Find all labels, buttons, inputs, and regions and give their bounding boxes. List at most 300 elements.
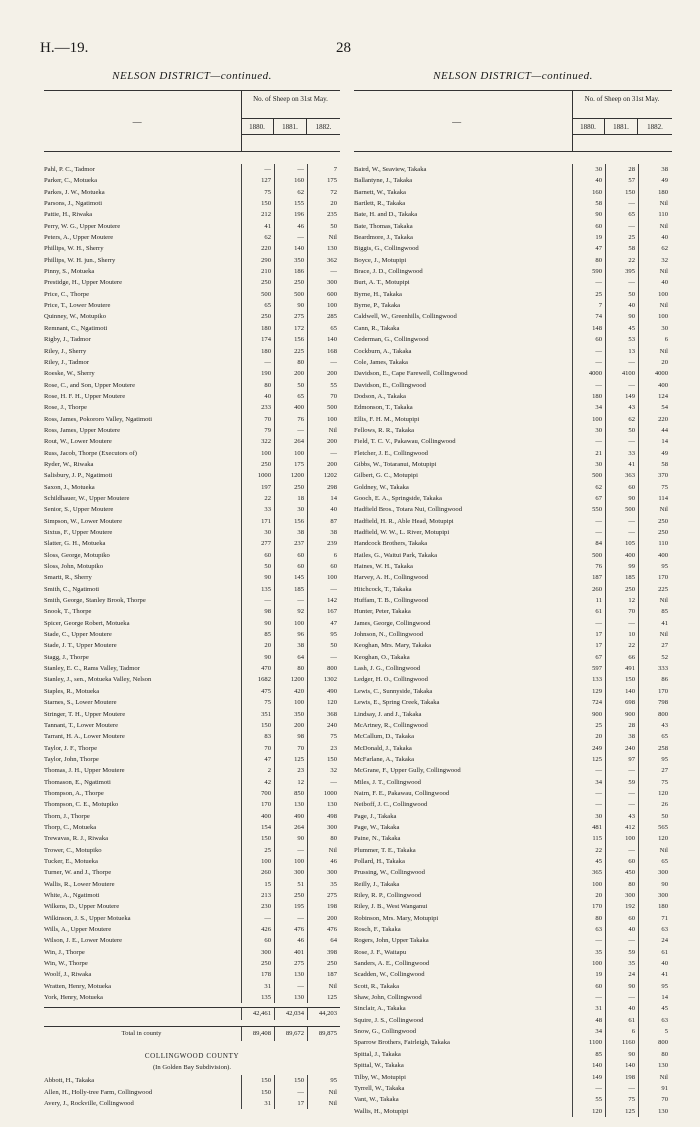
sheep-count-1881: 172	[274, 323, 307, 334]
owner-name	[44, 232, 241, 243]
owner-name-text: Fletcher, J. E., Collingwood	[354, 449, 428, 457]
sheep-count-1880: 1000	[241, 470, 274, 481]
sheep-count-1882: 4000	[638, 368, 671, 379]
owner-name	[354, 811, 572, 822]
table-row	[354, 697, 672, 708]
sheep-count-1880: 63	[572, 924, 605, 935]
table-row	[354, 470, 672, 481]
sheep-count-1882: 300	[307, 277, 340, 288]
sheep-count-1882: 91	[638, 1083, 671, 1094]
right-year-1880: 1880.	[572, 119, 605, 135]
owner-name	[44, 981, 241, 992]
sheep-count-1882: 250	[638, 516, 671, 527]
sheep-count-1881: 50	[605, 425, 638, 436]
owner-name	[44, 935, 241, 946]
sheep-count-1881: 66	[605, 652, 638, 663]
sheep-count-1881: —	[274, 595, 307, 606]
table-row	[354, 391, 672, 402]
sheep-count-1882: 1202	[307, 470, 340, 481]
table-row	[354, 311, 672, 322]
table-row	[44, 879, 340, 890]
sheep-count-1881: 155	[274, 198, 307, 209]
sheep-count-1881: 160	[274, 175, 307, 186]
sheep-count-1881: 412	[605, 822, 638, 833]
sheep-count-1881: 250	[274, 890, 307, 901]
sheep-count-1881: 59	[605, 777, 638, 788]
owner-name-text: Phillips, W. H. jun., Sherry	[44, 256, 116, 264]
table-row	[44, 618, 340, 629]
owner-name	[44, 402, 241, 413]
sheep-count-1881: 30	[274, 504, 307, 515]
owner-name-text: Sparrow Brothers, Fairleigh, Takaka	[354, 1039, 450, 1047]
sheep-count-1880: 17	[572, 640, 605, 651]
owner-name	[354, 561, 572, 572]
owner-name	[44, 867, 241, 878]
sheep-count-1881: 145	[274, 572, 307, 583]
sheep-count-1882: 258	[638, 743, 671, 754]
owner-name-text: Wilkinson, J. S., Upper Motueka	[44, 914, 131, 922]
owner-name-text: Dodson, A., Takaka	[354, 392, 406, 400]
owner-name	[354, 618, 572, 629]
sheep-count-1881: 80	[274, 357, 307, 368]
sheep-count-1880: 48	[572, 1015, 605, 1026]
sheep-count-1882: Nil	[307, 1098, 340, 1109]
sheep-count-1881: 65	[605, 209, 638, 220]
owner-name-text: Trewavas, R. J., Riwaka	[44, 835, 109, 843]
owner-name-text: Ellis, F. H. M., Motupipi	[354, 415, 420, 423]
owner-name-text: Rigby, J., Tadmor	[44, 336, 91, 344]
owner-name	[44, 357, 241, 368]
owner-name-text: Page, W., Takaka	[354, 823, 400, 831]
owner-name-text: Tannant, T., Lower Moutere	[44, 721, 118, 729]
sheep-count-1881: 186	[274, 266, 307, 277]
sheep-count-1881: 150	[605, 187, 638, 198]
sheep-count-1880: 190	[241, 368, 274, 379]
sheep-count-1880: —	[572, 516, 605, 527]
county-total-label: Total in county	[121, 1030, 162, 1038]
sheep-count-1881: 60	[605, 913, 638, 924]
sheep-count-1880: 55	[572, 1094, 605, 1105]
owner-name	[44, 550, 241, 561]
sheep-count-1881: 225	[274, 346, 307, 357]
table-row	[354, 856, 672, 867]
sheep-count-1880: 150	[241, 720, 274, 731]
owner-name	[44, 822, 241, 833]
owner-name	[354, 1083, 572, 1094]
collingwood-county-heading	[44, 1051, 340, 1073]
owner-name	[44, 527, 241, 538]
owner-name	[354, 913, 572, 924]
owner-name-text: Stanley, E. C., Rams Valley, Tadmor	[44, 665, 140, 673]
owner-name-text: Miles, J. T., Collingwood	[354, 778, 421, 786]
sheep-count-1880: 11	[572, 595, 605, 606]
owner-name	[354, 391, 572, 402]
sheep-count-1880: 75	[241, 187, 274, 198]
sheep-count-1881: 175	[274, 459, 307, 470]
sheep-count-1880: 125	[572, 754, 605, 765]
owner-name-text: McGrane, F., Upper Gully, Collingwood	[354, 767, 461, 775]
owner-name-text: Cann, R., Takaka	[354, 324, 400, 332]
sheep-count-1881: 1200	[274, 674, 307, 685]
owner-name-text: Stanley, J., sen., Motueka Valley, Nelson	[44, 676, 152, 684]
right-year-1881: 1881.	[605, 119, 638, 135]
sheep-count-1881: 130	[274, 992, 307, 1003]
county-total-1880: 89,408	[241, 1027, 274, 1041]
sheep-count-1880: 19	[572, 232, 605, 243]
sheep-count-1881: 60	[605, 856, 638, 867]
table-row	[354, 448, 672, 459]
sheep-count-1880: 30	[572, 459, 605, 470]
sheep-count-1882: 285	[307, 311, 340, 322]
table-row	[44, 981, 340, 992]
sheep-count-1880: 34	[572, 402, 605, 413]
sheep-count-1880: 61	[572, 606, 605, 617]
owner-name-text: Staples, R., Motueka	[44, 687, 100, 695]
sheep-count-1881: 401	[274, 947, 307, 958]
sheep-count-1882: 1302	[307, 674, 340, 685]
right-table-body	[354, 164, 672, 1117]
sheep-count-1881: 125	[605, 1106, 638, 1117]
sheep-count-1881: 62	[274, 187, 307, 198]
sheep-count-1880: 20	[572, 890, 605, 901]
table-row	[44, 221, 340, 232]
owner-name-text: Rogers, John, Upper Takaka	[354, 937, 429, 945]
sheep-count-1881: —	[605, 618, 638, 629]
sheep-count-1882: 200	[307, 913, 340, 924]
sheep-count-1880: 25	[241, 845, 274, 856]
sheep-count-1882: 40	[638, 277, 671, 288]
owner-name-text: Snow, G., Collingwood	[354, 1028, 417, 1036]
sheep-count-1881: 50	[274, 380, 307, 391]
owner-name	[44, 992, 241, 1003]
owner-name-text: Baird, W., Seaview, Takaka	[354, 166, 427, 173]
table-row	[44, 493, 340, 504]
sheep-count-1880: —	[572, 436, 605, 447]
sheep-count-1882: Nil	[638, 266, 671, 277]
sheep-count-1880: 4000	[572, 368, 605, 379]
sheep-count-1881: 149	[605, 391, 638, 402]
owner-name-text: York, Henry, Motueka	[44, 994, 103, 1002]
sheep-count-1881: 125	[274, 754, 307, 765]
sheep-count-1882: 41	[638, 969, 671, 980]
owner-name-text: Smith, George, Stanley Brook, Thorpe	[44, 597, 146, 605]
sheep-count-1880: 79	[241, 425, 274, 436]
sheep-count-1881: 275	[274, 958, 307, 969]
sheep-count-1880: 15	[241, 879, 274, 890]
table-row	[44, 595, 340, 606]
sheep-count-1882: 43	[638, 720, 671, 731]
owner-name-text: Beardmore, J., Takaka	[354, 234, 413, 242]
owner-name-text: Fellows, R. R., Takaka	[354, 426, 415, 434]
owner-name-text: Rosch, F., Takaka	[354, 926, 401, 934]
sheep-count-1881: 90	[605, 311, 638, 322]
sheep-count-1880: 187	[572, 572, 605, 583]
sheep-count-1881: 75	[605, 1094, 638, 1105]
sheep-count-1880: 47	[572, 243, 605, 254]
table-row	[354, 799, 672, 810]
sheep-count-1882: 14	[638, 436, 671, 447]
sheep-count-1881: 46	[274, 221, 307, 232]
table-row	[354, 845, 672, 856]
owner-name-text: Keoghan, Mrs. Mary, Takaka	[354, 642, 431, 650]
sheep-count-1880: —	[572, 618, 605, 629]
table-row	[354, 1037, 672, 1048]
table-row	[354, 981, 672, 992]
table-row	[44, 164, 340, 175]
table-row	[354, 368, 672, 379]
sheep-count-1880: 260	[572, 584, 605, 595]
page-number: 28	[336, 40, 351, 56]
owner-name-text: Hailes, G., Waitui Park, Takaka	[354, 551, 437, 559]
sheep-count-1880: 7	[572, 300, 605, 311]
owner-name-text: Vant, W., Takaka	[354, 1096, 399, 1104]
owner-name	[354, 981, 572, 992]
table-row	[354, 459, 672, 470]
sheep-count-1881: 105	[605, 538, 638, 549]
sheep-count-1880: 150	[241, 1075, 274, 1086]
sheep-count-1881: —	[605, 935, 638, 946]
owner-name	[44, 913, 241, 924]
sheep-count-1882: 300	[638, 890, 671, 901]
table-row	[354, 550, 672, 561]
table-row	[44, 856, 340, 867]
sheep-count-1882: 38	[638, 164, 671, 175]
table-row	[354, 811, 672, 822]
table-row	[44, 572, 340, 583]
table-row	[354, 822, 672, 833]
sheep-count-1882: 95	[638, 981, 671, 992]
table-row	[354, 1003, 672, 1014]
sheep-count-1882: 180	[638, 187, 671, 198]
owner-name	[44, 334, 241, 345]
owner-name	[44, 765, 241, 776]
sheep-count-1882: 200	[307, 459, 340, 470]
owner-name	[44, 969, 241, 980]
owner-name	[354, 311, 572, 322]
owner-name-text: Prestidge, H., Upper Moutere	[44, 279, 123, 287]
sheep-count-1880: 76	[572, 561, 605, 572]
sheep-count-1880: 20	[572, 731, 605, 742]
right-section-title: NELSON DISTRICT—continued.	[433, 70, 593, 82]
sheep-count-1882: Nil	[638, 845, 671, 856]
sheep-count-1881: 250	[605, 584, 638, 595]
table-row	[354, 606, 672, 617]
table-row	[354, 1026, 672, 1037]
owner-name	[44, 856, 241, 867]
owner-name	[354, 255, 572, 266]
owner-name	[354, 867, 572, 878]
owner-name	[354, 459, 572, 470]
owner-name	[44, 1075, 241, 1086]
table-row	[354, 754, 672, 765]
owner-name	[44, 584, 241, 595]
sheep-count-1882: 64	[307, 935, 340, 946]
sheep-count-1880: 140	[572, 1060, 605, 1071]
sheep-count-1881: 300	[274, 867, 307, 878]
table-row	[44, 504, 340, 515]
owner-name-text: Ross, James, Pokororo Valley, Ngatimoti	[44, 415, 153, 423]
owner-name	[354, 969, 572, 980]
sheep-count-1880: 250	[241, 277, 274, 288]
owner-name-text: Reilly, J., Takaka	[354, 880, 400, 888]
sheep-count-1882: 95	[638, 754, 671, 765]
sheep-count-1881: 500	[274, 289, 307, 300]
sheep-count-1881: 22	[605, 640, 638, 651]
table-row	[44, 357, 340, 368]
sheep-count-1881: 90	[274, 300, 307, 311]
table-row	[354, 516, 672, 527]
county-total-row	[44, 1027, 340, 1041]
owner-name-text: Squire, J. S., Collingwood	[354, 1016, 424, 1024]
sheep-count-1881: 237	[274, 538, 307, 549]
owner-name-text: Plummer, T. E., Takaka	[354, 846, 416, 854]
sheep-count-1881: —	[605, 198, 638, 209]
table-row	[354, 357, 672, 368]
table-row	[44, 334, 340, 345]
owner-name-text: Boyce, J., Motupipi	[354, 256, 407, 264]
owner-name	[44, 606, 241, 617]
sheep-count-1881: —	[274, 913, 307, 924]
owner-name-text: Sloss, George, Motupiko	[44, 551, 110, 559]
sheep-count-1881: 100	[274, 448, 307, 459]
owner-name-text: Perry, W. G., Upper Moutere	[44, 222, 121, 230]
sheep-count-1880: 170	[572, 901, 605, 912]
sheep-count-1882: 49	[638, 175, 671, 186]
sheep-count-1881: —	[605, 357, 638, 368]
sheep-count-1882: 70	[307, 391, 340, 402]
sheep-count-1880: 80	[572, 913, 605, 924]
sheep-count-1881: 97	[605, 754, 638, 765]
table-row	[44, 402, 340, 413]
owner-name	[354, 595, 572, 606]
sheep-count-1880: 34	[572, 777, 605, 788]
owner-name-text: Pahl, P. C., Tadmor	[44, 166, 95, 173]
sheep-count-1880: —	[572, 277, 605, 288]
sheep-count-1881: 70	[274, 743, 307, 754]
table-row	[44, 1075, 340, 1086]
owner-name	[354, 550, 572, 561]
table-row	[44, 890, 340, 901]
table-row	[44, 845, 340, 856]
table-row	[354, 924, 672, 935]
sheep-count-1882: 95	[307, 1075, 340, 1086]
sheep-count-1882: Nil	[638, 629, 671, 640]
sheep-count-1881: —	[274, 232, 307, 243]
sheep-count-1881: 500	[605, 504, 638, 515]
owner-name-text: Haines, W. H., Takaka	[354, 563, 413, 571]
owner-name	[44, 425, 241, 436]
owner-name-text: Stringer, T. H., Upper Moutere	[44, 710, 126, 718]
owner-name-text: Page, J., Takaka	[354, 812, 397, 820]
owner-name-text: Bate, Thomas, Takaka	[354, 222, 413, 230]
sheep-count-1882: 398	[307, 947, 340, 958]
owner-name	[44, 629, 241, 640]
document-reference: H.—19.	[40, 40, 89, 56]
sheep-count-1881: 17	[274, 1098, 307, 1109]
owner-name	[44, 561, 241, 572]
owner-name	[44, 164, 241, 175]
owner-name-text: Gooch, E. A., Springside, Takaka	[354, 494, 442, 502]
sheep-count-1881: —	[274, 164, 307, 175]
table-row	[44, 187, 340, 198]
sheep-count-1882: 65	[638, 731, 671, 742]
owner-name-text: Peters, A., Upper Moutere	[44, 234, 114, 242]
sheep-count-1882: 58	[638, 459, 671, 470]
owner-name-text: Starnes, S., Lower Moutere	[44, 699, 117, 707]
owner-name-text: Paine, N., Takaka	[354, 835, 401, 843]
sheep-count-1880: 250	[241, 958, 274, 969]
owner-name-text: Parsons, J., Ngatimoti	[44, 200, 103, 208]
sheep-count-1880: 67	[572, 652, 605, 663]
sheep-count-1880: 700	[241, 788, 274, 799]
sheep-count-1880: 250	[241, 311, 274, 322]
table-row	[44, 368, 340, 379]
sheep-count-1881: 38	[274, 527, 307, 538]
sheep-count-1882: 75	[307, 731, 340, 742]
owner-name	[44, 459, 241, 470]
sheep-count-1881: 45	[605, 323, 638, 334]
owner-name	[44, 516, 241, 527]
owner-name	[44, 777, 241, 788]
sheep-count-1882: 41	[638, 618, 671, 629]
table-row	[44, 391, 340, 402]
sheep-count-1881: 92	[274, 606, 307, 617]
table-row	[44, 629, 340, 640]
sheep-count-1881: —	[605, 992, 638, 1003]
sheep-count-1882: 100	[307, 414, 340, 425]
sheep-count-1882: Nil	[638, 595, 671, 606]
owner-name	[354, 380, 572, 391]
sheep-count-1880: 62	[572, 482, 605, 493]
owner-name-text: Stade, C., Upper Moutere	[44, 631, 112, 639]
sheep-count-1882: Nil	[638, 1072, 671, 1083]
table-row	[44, 652, 340, 663]
table-row	[354, 175, 672, 186]
owner-name	[44, 1098, 241, 1109]
owner-name-text: White, A., Ngatimoti	[44, 892, 100, 899]
sheep-count-1882: 52	[638, 652, 671, 663]
table-row	[44, 323, 340, 334]
sheep-count-1880: 75	[241, 697, 274, 708]
owner-name	[354, 300, 572, 311]
table-row	[354, 913, 672, 924]
sheep-count-1880: 212	[241, 209, 274, 220]
sheep-count-1881: 395	[605, 266, 638, 277]
owner-name-text: McCallum, D., Takaka	[354, 733, 415, 741]
owner-name	[44, 833, 241, 844]
sheep-count-1882: 100	[638, 289, 671, 300]
sheep-count-1882: 235	[307, 209, 340, 220]
sheep-count-1882: 35	[307, 879, 340, 890]
sheep-count-1880: —	[572, 799, 605, 810]
sheep-count-1880: 22	[241, 493, 274, 504]
sheep-count-1880: 47	[241, 754, 274, 765]
table-row	[44, 765, 340, 776]
sheep-count-1880: 42	[241, 777, 274, 788]
table-row	[354, 890, 672, 901]
sheep-count-1881: 12	[274, 777, 307, 788]
table-row	[354, 629, 672, 640]
owner-name-text: Saxon, J., Motueka	[44, 483, 95, 491]
sheep-count-1880: 60	[572, 981, 605, 992]
table-row	[44, 822, 340, 833]
table-row	[44, 550, 340, 561]
owner-name-text: Price, T., Lower Moutere	[44, 302, 111, 310]
sheep-count-1881: 80	[605, 879, 638, 890]
collingwood-table-body	[44, 1075, 340, 1109]
sheep-count-1881: 363	[605, 470, 638, 481]
owner-name-text: Wallis, R., Lower Moutere	[44, 880, 115, 888]
